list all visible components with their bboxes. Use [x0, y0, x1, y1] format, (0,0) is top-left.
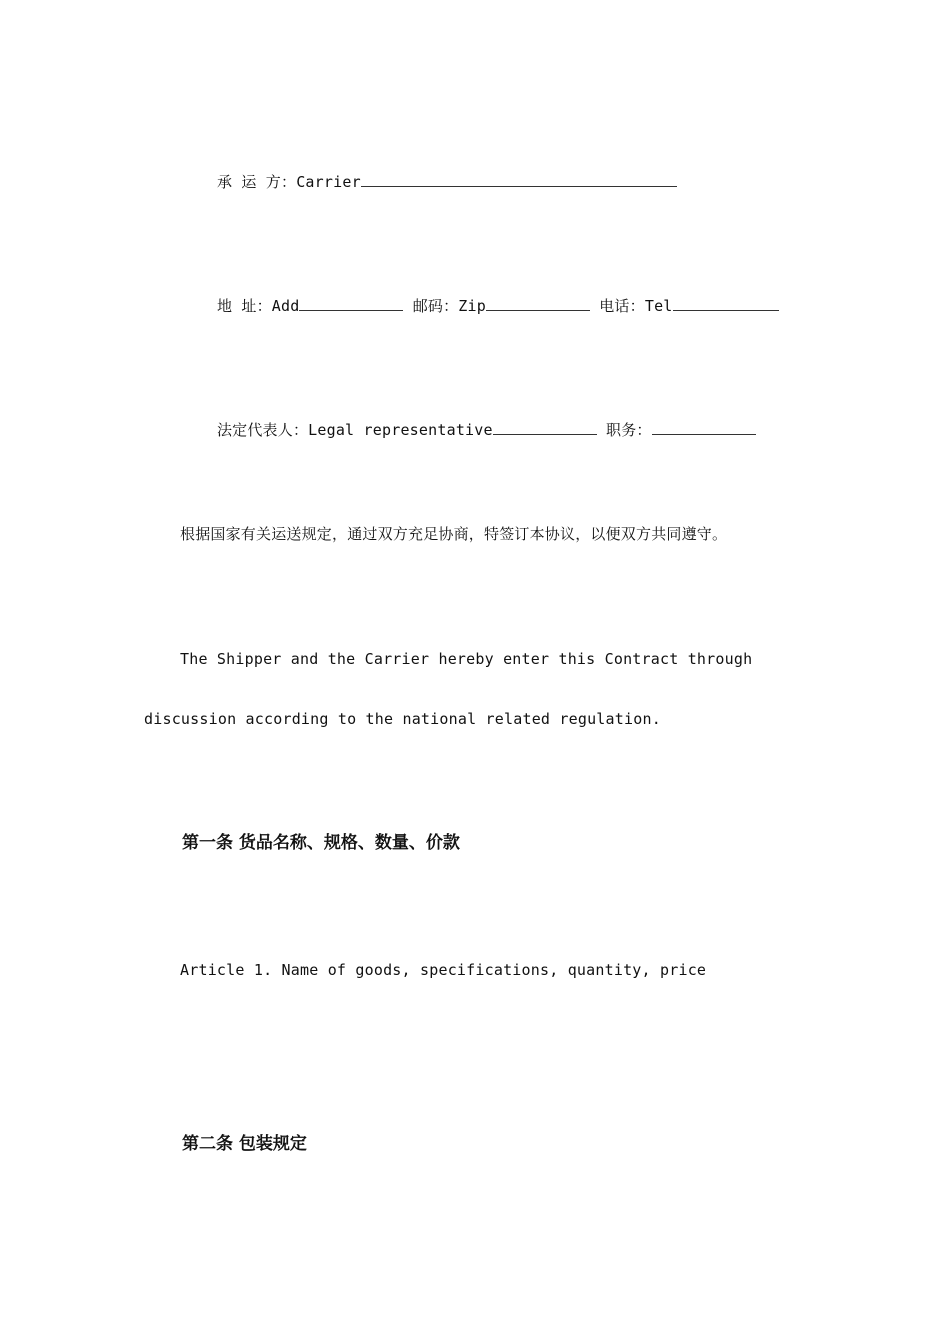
position-label: 职务： [606, 421, 652, 439]
zip-blank[interactable] [486, 296, 590, 311]
zip-label: 邮码：Zip [412, 297, 486, 315]
preamble-english-line1: The Shipper and the Carrier hereby enter this Contract through [180, 650, 753, 668]
tel-label: 电话：Tel [599, 297, 673, 315]
preamble-chinese: 根据国家有关运送规定，通过双方充足协商，特签订本协议，以便双方共同遵守。 [180, 525, 728, 543]
article1-heading: 第一条 货品名称、规格、数量、价款 [182, 833, 460, 853]
article1-english: Article 1. Name of goods, specifications, quantity, price [180, 961, 707, 979]
article2-heading: 第二条 包装规定 [182, 1134, 307, 1154]
representative-line [180, 400, 756, 460]
carrier-blank[interactable] [361, 172, 677, 187]
preamble-english-line2: discussion according to the national related regulation. [144, 710, 661, 728]
position-blank[interactable] [652, 420, 756, 435]
carrier-line [180, 152, 677, 212]
carrier-label: 承 运 方：Carrier [216, 173, 361, 191]
tel-blank[interactable] [673, 296, 779, 311]
address-label: 地 址：Add [216, 297, 300, 315]
address-blank[interactable] [299, 296, 403, 311]
representative-label: 法定代表人：Legal representative [216, 421, 493, 439]
contact-line [180, 276, 779, 336]
representative-blank[interactable] [493, 420, 597, 435]
